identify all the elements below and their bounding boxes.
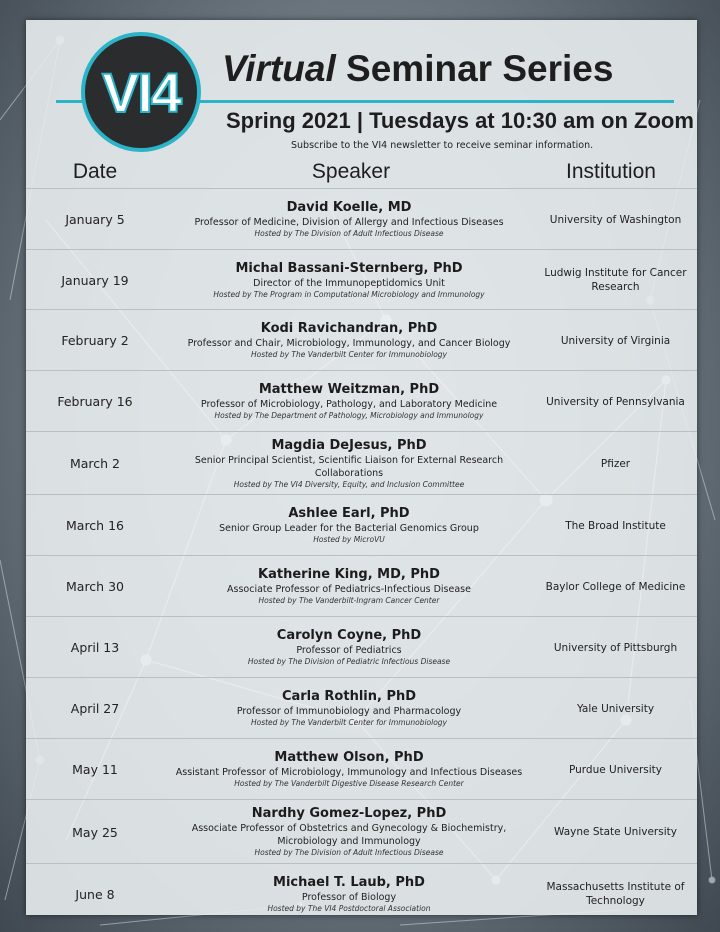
speaker-cell <box>164 567 534 606</box>
host-note: Hosted by MicroVU <box>313 535 385 544</box>
host-note: Hosted by The Vanderbilt-Ingram Cancer Center <box>258 596 440 605</box>
speaker-role: Associate Professor of Obstetrics and Gynecology & Biochemistry, Microbiology and Immunology <box>191 823 507 847</box>
title-rest: Seminar Series <box>346 48 614 89</box>
table-row <box>26 370 697 432</box>
speaker-name: Michael T. Laub, PhD <box>273 874 425 890</box>
speaker-role: Senior Group Leader for the Bacterial Genomics Group <box>219 523 479 534</box>
seminar-date: March 2 <box>69 456 121 471</box>
speaker-cell <box>164 689 534 728</box>
speaker-role: Director of the Immunopeptidomics Unit <box>253 277 445 289</box>
table-row <box>26 863 697 915</box>
speaker-cell <box>164 438 534 490</box>
seminar-date: January 19 <box>61 272 129 288</box>
host-note: Hosted by The Department of Pathology, Microbiology and Immunology <box>214 411 484 420</box>
schedule-subtitle: Spring 2021 | Tuesdays at 10:30 am on Zoom <box>226 108 694 133</box>
seminar-date: May 25 <box>72 824 118 840</box>
table-row <box>26 249 697 310</box>
speaker-cell <box>164 750 534 789</box>
table-row <box>26 309 697 371</box>
institution: Yale University <box>576 702 655 715</box>
host-note: Hosted by The Division of Adult Infectious Disease <box>254 229 444 238</box>
host-note: Hosted by The Division of Pediatric Infectious Disease <box>247 657 451 666</box>
seminar-date: March 16 <box>66 518 124 533</box>
column-header-date: Date <box>72 160 118 183</box>
speaker-role: Associate Professor of Pediatrics-Infectious Disease <box>227 584 471 595</box>
host-note: Hosted by The VI4 Postdoctoral Association <box>267 903 431 913</box>
speaker-role: Professor of Immunobiology and Pharmacology <box>236 706 462 717</box>
vi4-logo <box>81 32 201 152</box>
institution: University of Washington <box>549 213 682 226</box>
speaker-role: Professor of Microbiology, Pathology, and Laboratory Medicine <box>200 399 498 410</box>
speaker-role: Professor of Medicine, Division of Allergy and Infectious Diseases <box>194 217 504 228</box>
speaker-cell <box>164 628 534 667</box>
subscribe-note: Subscribe to the VI4 newsletter to receive seminar information. <box>291 140 594 151</box>
speaker-cell <box>164 200 534 239</box>
title-italic: Virtual <box>222 48 336 89</box>
host-note: Hosted by The Vanderbilt Digestive Disease Research Center <box>234 779 464 788</box>
institution: University of Pennsylvania <box>546 395 685 408</box>
column-header-institution: Institution <box>566 160 656 183</box>
speaker-cell <box>164 806 534 858</box>
table-row <box>26 431 697 495</box>
host-note: Hosted by The Division of Adult Infectious Disease <box>254 848 444 857</box>
institution: Purdue University <box>568 763 663 776</box>
seminar-date: February 2 <box>61 333 129 348</box>
institution: University of Virginia <box>560 334 671 347</box>
speaker-role: Senior Principal Scientist, Scientific Liaison for External Research Collaborations <box>194 454 504 479</box>
institution: Baylor College of Medicine <box>545 580 686 593</box>
seminar-date: April 13 <box>70 640 120 655</box>
speaker-name: Magdia DeJesus, PhD <box>271 437 427 453</box>
table-row <box>26 738 697 800</box>
speaker-cell <box>164 875 534 914</box>
speaker-name: Katherine King, MD, PhD <box>258 567 440 582</box>
speaker-cell <box>164 321 534 360</box>
host-note: Hosted by The Vanderbilt Center for Immunobiology <box>250 718 447 727</box>
table-row <box>26 677 697 739</box>
institution: Massachusetts Institute of Technology <box>546 881 685 907</box>
speaker-name: David Koelle, MD <box>286 200 412 215</box>
table-row <box>26 555 697 617</box>
speaker-name: Nardhy Gomez-Lopez, PhD <box>251 806 447 821</box>
speaker-name: Michal Bassani-Sternberg, PhD <box>235 260 463 276</box>
flyer-panel <box>26 20 697 915</box>
table-row <box>26 188 697 250</box>
host-note: Hosted by The Program in Computational Microbiology and Immunology <box>213 289 485 299</box>
page-title <box>222 48 613 90</box>
speaker-cell <box>164 382 534 421</box>
host-note: Hosted by The VI4 Diversity, Equity, and Inclusion Committee <box>233 479 465 489</box>
speaker-name: Ashlee Earl, PhD <box>288 506 410 521</box>
table-row <box>26 494 697 556</box>
seminar-date: January 5 <box>65 212 125 227</box>
speaker-role: Professor and Chair, Microbiology, Immunology, and Cancer Biology <box>187 338 511 349</box>
speaker-name: Matthew Weitzman, PhD <box>258 382 440 397</box>
table-row <box>26 799 697 864</box>
speaker-cell <box>164 506 534 545</box>
speaker-role: Assistant Professor of Microbiology, Immunology and Infectious Diseases <box>175 767 523 778</box>
institution: Ludwig Institute for Cancer Research <box>544 267 687 293</box>
seminar-date: February 16 <box>57 394 133 409</box>
table-row <box>26 616 697 678</box>
institution: University of Pittsburgh <box>553 641 678 654</box>
speaker-role: Professor of Biology <box>301 891 397 903</box>
seminar-date: March 30 <box>66 579 124 594</box>
seminar-date: June 8 <box>75 886 115 902</box>
institution: Pfizer <box>600 457 631 470</box>
speaker-role: Professor of Pediatrics <box>296 645 402 656</box>
column-header-speaker: Speaker <box>311 160 391 183</box>
speaker-cell <box>164 261 534 300</box>
seminar-date: April 27 <box>70 701 120 716</box>
speaker-name: Carla Rothlin, PhD <box>281 689 417 704</box>
seminar-date: May 11 <box>72 762 118 777</box>
speaker-name: Kodi Ravichandran, PhD <box>260 321 438 336</box>
speaker-name: Matthew Olson, PhD <box>274 750 424 765</box>
host-note: Hosted by The Vanderbilt Center for Immunobiology <box>250 350 447 359</box>
institution: The Broad Institute <box>565 519 666 532</box>
logo-text: VI4 <box>101 60 181 124</box>
speaker-name: Carolyn Coyne, PhD <box>276 628 422 643</box>
institution: Wayne State University <box>554 826 677 838</box>
